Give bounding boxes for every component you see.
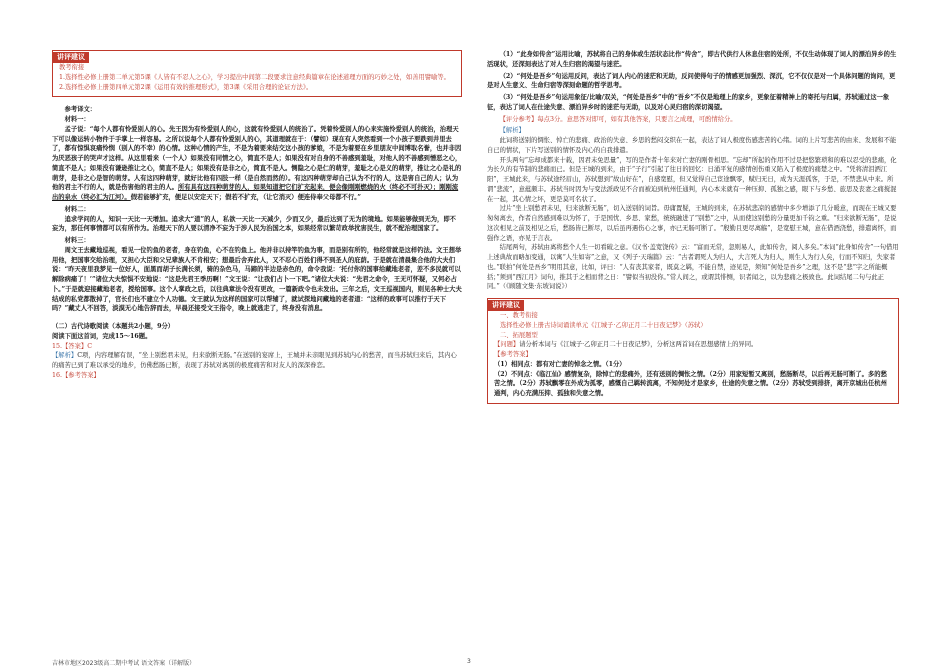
- teaching-review-box: [52, 50, 462, 97]
- material-2-text: 追求学问的人，知识一天比一天增加。追求大“道”的人，私欲一天比一天减少，少而又少，最后达到了无为的境地。如果能够做到无为，即不妄为，那任何事情都可以有所作为。治理天下的人要以清净不妄为于涉人民为治国之本，如果经常以繁苛政举扰害民生，就不配治理国家了。: [52, 215, 456, 233]
- review-answer-2: （2）不同点：《临江仙》感情复杂，除悼亡的悲痛外，还有送别的惆怅之情。（2分）用家短暂又离别，愁肠断尽，以后再无肠可断了。多的愁苦之情。（2分）苏轼飘零在外成为孤零，感慨自己羁转流离，不知何处才是家乡，仕途的失意之情。（2分）苏轼受到排挤，离开京城出任杭州通判，内心充满压抑、孤独和失意之情。: [494, 370, 887, 397]
- right-column: [487, 50, 899, 404]
- section-2-title: （二）古代诗歌阅读（本题共2小题，9分）: [52, 323, 175, 330]
- analysis-para-3: 过片“坐上别愁君未见，归来欲断无肠”，切入送别的词旨。毋庸置疑，王城的到来，在苏轼悲凉的感情中多少增添了几分暖意，而现在王城又要匆匆离去，作者自然感到难以为怀了，于是国忧、乡思、家愁，统统融进了“别愁”之中，从而使这别愁的分量更加千钧之重。“归来欲断无肠”，是说这次相见之前及相见之后，愁肠皆已断尽，以后虽再遇伤心之事，亦已无肠可断了。“殷勤且更尽离觞”，是宽慰王城，意在借酒浇愁，排遣离怀，而强作之语，亦见于言表。: [487, 205, 897, 242]
- review-l1: 选择性必修上册古诗词诵读单元《江城子·乙卯正月二十日夜记梦》（苏轼）: [500, 321, 707, 329]
- review-question: 【问题】请分析本词与《江城子·乙卯正月二十日夜记梦》，分析这两首词在思想感情上的异同。: [494, 341, 758, 349]
- review-h2: 二、拓展题型: [500, 331, 538, 339]
- q16-answer-title: 16.【参考答案】: [52, 371, 100, 379]
- scoring-reference: 【评分参考】每点3分。意思答对即可，如有其他答案，只要言之成理，可酌情给分。: [499, 115, 737, 123]
- review-line-1: 1.选择性必修上册第二单元第5课《人皆有不忍人之心》，学习提出中间第二段要求注意经典篇章在论述道理方面的巧妙之处，如善用譬喻等。: [59, 73, 450, 81]
- reference-translation-title: 参考译文：: [64, 106, 97, 114]
- q16-point-2: （2）“何处是吾乡”句运用反问，表达了词人内心的迷茫和无助，反问使得句子的情感更加强烈、深沉，它不仅仅是对一个具体问题的询问，更是对人生意义、生命归宿等深刻命题的哲学思考。: [487, 72, 896, 90]
- review-answer-tag: 【参考答案】: [494, 351, 532, 358]
- analysis-para-2: 开头两句“忘却成都来十载，因君未免思量”，写的是作者十年来对亡妻的刚骨相思。“忘却”所起的作用不过是把悠繁琐和的难以忍受的悲痛，化为长久的有节制的悲痛而已。但是王城的到来，由于“子行”引起了往日的回忆：日涌平复的感情创伤重又陷入了极度的痛楚之中。“凭将清泪洒江阳”，王城此来，与苏轼途经眉山，苏轼想到“故山好在”，自感宽慰，但又觉得自己宦途飘零，赋归无日，成为天涯孤客，于是，不禁悲从中来。所谓“悲流”，意蕴颇丰。苏轼当时因为与变法派政见不合而被迫到杭州任通判，内心本来就有一种压抑、孤独之感，眼下与乡愁、旅思及丧妻之痛搅混在一起，其心情之坏，更是莫可名状了。: [487, 156, 897, 203]
- review-heading: 教考衔接: [59, 64, 85, 71]
- section-2-instruction: 阅读下面这首词，完成15～16题。: [52, 332, 152, 340]
- analysis-tag: 【解析】: [499, 127, 525, 135]
- q15-analysis: 【解析】C项，内容理解有误，“坐上别愁君未见，归来欲断无肠。”在送别的宴席上，王城并未亲眼见到苏轼内心的愁苦，而当苏轼归来后，其内心的痛苦已到了难以承受的地步，仿佛愁肠已断，表现了苏轼对离别的极度痛苦和对友人的深深眷恋。: [52, 352, 457, 369]
- material-1-text: 孟子说：“每个人都有怜爱别人的心。先王因为有怜爱别人的心，这就有怜爱别人的统治了。凭着怜爱别人的心来实施怜爱别人的统治，治理天下可以像运转小物件于手掌上一样容易。之所以说每个人都有怜爱别人的心，其道理就在于：（譬如）现在有人突然看到一个小孩子要跌到井里去了，都有惊惧哀痛怜悯（别人的不幸）的心情。这种心情的产生，不是为着要来结交这小孩的爹娘，不是为着要在乡里朋友中间博取名誉，也并非因为厌恶孩子的哭声才这样。从这里看来（一个人）如果没有同情之心，简直不是人；如果没有对自身的不善感到羞耻，对他人的不善感到憎恶之心，简直不是人；如果没有谦逊推让之心，简直不是人；如果没有是非之心，简直不是人。恻隐之心是仁的萌芽，羞耻之心是义的萌芽，推让之心是礼的萌芽，是非之心是智的萌芽。人有这四种萌芽，就好比他有四肢一样（是自然而然的）。有这四种萌芽却自己认为不行的人，这是害自己的人；认为他的君主不行的人，就是伤害他的君主的人。所有具有这四种萌芽的人，如果知道把它们扩充起来，便会像刚刚燃烧的火（终必不可扑灭）；刚刚流出的泉水（终必汇为江河）。假若能够扩充，便足以安定天下；假若不扩充，（让它消灭）便连侍奉父母都不行。”: [52, 125, 462, 201]
- q16-point-1: （1）“此身如传舍”运用比喻，苏轼将自己的身体或生活状态比作“传舍”，即古代供行人休息住宿的处所，不仅生动体现了词人的漂泊异乡的生活现状，还深刻表达了对人生归宿的渴望与迷茫。: [487, 51, 897, 68]
- review-line-2: 2.选择性必修上册第四单元第2课《运用有效的推理形式》，第3课《采用合理的论证方法》。: [59, 83, 313, 91]
- page-number: 3: [467, 658, 471, 665]
- material-1-title: 材料一：: [64, 116, 90, 123]
- review-tag-right: 讲评建议: [488, 300, 524, 311]
- extension-review-box: [487, 298, 899, 404]
- q16-point-3: （3）“何处是吾乡”句运用象征/比喻/双关，“何处是吾乡”中的“吾乡”不仅是地理上的家乡，更象征着精神上的寄托与归属，苏轼通过这一象征，表达了词人在仕途失意、漂泊异乡时的迷茫与无助，以及对心灵归宿的深切渴望。: [487, 94, 890, 111]
- material-3-text: 周文王去藏地巡视，看见一位钓鱼的老者，身在钓鱼，心不在钓鱼上。他并非以持竿钓鱼为事，而是别有所钓，他经常就是这样钓法。文王想举用他，把国事交给治理，又担心大臣和父兄辈族人不肯相安；想最后舍弃此人，又不忍心百姓们得不到圣人的庇荫。于是就在清晨集合他的大夫们说：“昨天夜里我梦见一位好人，面黑而胡子长满长须，骑的杂色马，马蹄的半边是赤色的，命令我说：‘托付你的国事给藏地老者，差不多民就可以解除病痛了！’”诸位大夫惊惧不安地说：“这是先君王季历啊！”文王说：“让我们占卜一下吧。”诸位大夫说：“先君之命令，王无可怀疑，又何必占卜。”于是就迎接藏地老者，授给国事。这个人掌政之后，以往典章法令没有更改，一篇新政令也未发出。三年之后，文王巡视国内，则见各种士大夫结成的私党都散掉了，官长们也不建立个人功德。文王就认为这样的国家可以帮辅了，就试探地问藏地的老者道：“这样的政事可以推行于天下吗？”藏丈人不回答，淡漠无心地告辞而去，早晨还接受文王指令，晚上就逃走了，终身没有消息。: [52, 246, 462, 313]
- analysis-para-4: 结尾两句，苏轼由离将愁个人生一切看破之意。《汉书·盖宽饶传》云：“富而无常，忽则易人，此如传舍，阅人多矣。”本词“此身如传舍”一句借用上述典故而略加变通，以寓“人生如寄”之意，又《列子·天瑞篇》云：“古者谓死人为归人，大言死人为归人，则生人为行人矣，行而不知归，失家者也。”联拍“何处是吾乡”明用其意，比如，评曰：“人有丧其家者，既莫之羁，不能自禁，迹见是，须知“何处是吾乡”之理，这不是“悲”字之所能概括；”须到“西江月》词句，推其于之相而背之日：“譬似当初没你。”常人间之，或谓其悱恻，识者闻之，以为悲痛之极致也。此词结尾二句与此正同。”（《顾随文集·东坡词说》）: [487, 244, 899, 291]
- analysis-para-1: 此词将送别的惆怅、悼亡的悲痛、政治的失意、乡思的愁闷交织在一起，表达了词人极度伤感悲苦的心绪。词的上片写悲苦的由来、发展和不能自已的情状，下片写送别的情怀及内心的自我排遣。: [487, 137, 897, 154]
- q15-answer: 15.【答案】C: [52, 342, 93, 350]
- review-tag: 讲评建议: [53, 52, 89, 63]
- footer-title: 吉林市地区2023级高二期中考试 语文答案（详解版）: [52, 660, 196, 667]
- material-2-title: 材料二：: [64, 205, 90, 213]
- left-column: [52, 50, 462, 381]
- review-answer-1: （1）相同点：都有对亡妻的悼念之情。（1分）: [494, 360, 626, 368]
- review-h1: 一、教考衔接: [500, 312, 538, 319]
- material-3-title: 材料三：: [64, 237, 90, 244]
